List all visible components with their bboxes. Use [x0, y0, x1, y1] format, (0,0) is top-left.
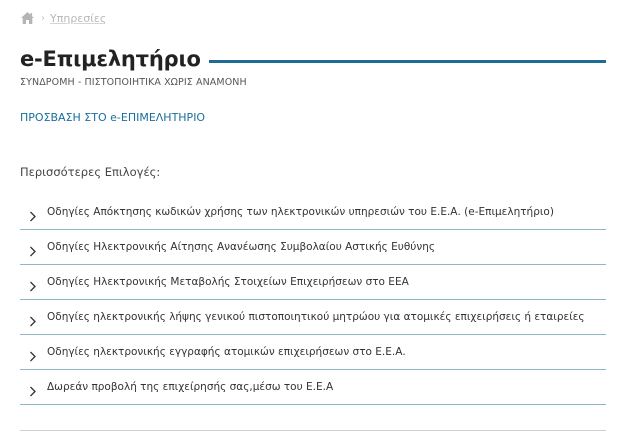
breadcrumb-separator: › [41, 12, 45, 24]
page-header [20, 45, 606, 73]
option-label: Οδηγίες ηλεκτρονικής λήψης γενικού πιστοποιητικού μητρώου για ατομικές επιχειρήσεις ή εταιρείες [47, 311, 585, 323]
list-item[interactable] [20, 370, 606, 405]
page-title: e-Επιμελητήριο [20, 47, 201, 71]
chevron-right-icon [29, 277, 37, 288]
home-icon[interactable] [20, 11, 35, 25]
option-label: Οδηγίες Ηλεκτρονικής Μεταβολής Στοιχείων Επιχειρήσεων στο ΕΕΑ [47, 276, 409, 288]
breadcrumb [20, 10, 106, 26]
list-item[interactable] [20, 230, 606, 265]
chevron-right-icon [29, 242, 37, 253]
list-item[interactable] [20, 300, 606, 335]
list-item[interactable] [20, 265, 606, 300]
page-subtitle: ΣΥΝΔΡΟΜΗ - ΠΙΣΤΟΠΟΙΗΤΙΚΑ ΧΩΡΙΣ ΑΝΑΜΟΝΗ [20, 77, 247, 88]
access-e-chamber-link[interactable]: ΠΡΟΣΒΑΣΗ ΣΤΟ e-ΕΠΙΜΕΛΗΤΗΡΙΟ [20, 111, 206, 124]
title-divider [209, 60, 606, 63]
options-list [20, 195, 606, 405]
bottom-divider [20, 430, 606, 431]
option-label: Δωρεάν προβολή της επιχείρησής σας,μέσω του Ε.Ε.Α [47, 381, 334, 393]
breadcrumb-services-link[interactable]: Υπηρεσίες [50, 11, 107, 25]
more-options-heading: Περισσότερες Επιλογές: [20, 165, 161, 179]
option-label: Οδηγίες Απόκτησης κωδικών χρήσης των ηλεκτρονικών υπηρεσιών του Ε.Ε.Α. (e-Επιμελητήριο) [47, 206, 554, 218]
list-item[interactable] [20, 195, 606, 230]
list-item[interactable] [20, 335, 606, 370]
option-label: Οδηγίες ηλεκτρονικής εγγραφής ατομικών επιχειρήσεων στο Ε.Ε.Α. [47, 346, 406, 358]
chevron-right-icon [29, 207, 37, 218]
chevron-right-icon [29, 347, 37, 358]
option-label: Οδηγίες Ηλεκτρονικής Αίτησης Ανανέωσης Συμβολαίου Αστικής Ευθύνης [47, 241, 436, 253]
chevron-right-icon [29, 312, 37, 323]
chevron-right-icon [29, 382, 37, 393]
